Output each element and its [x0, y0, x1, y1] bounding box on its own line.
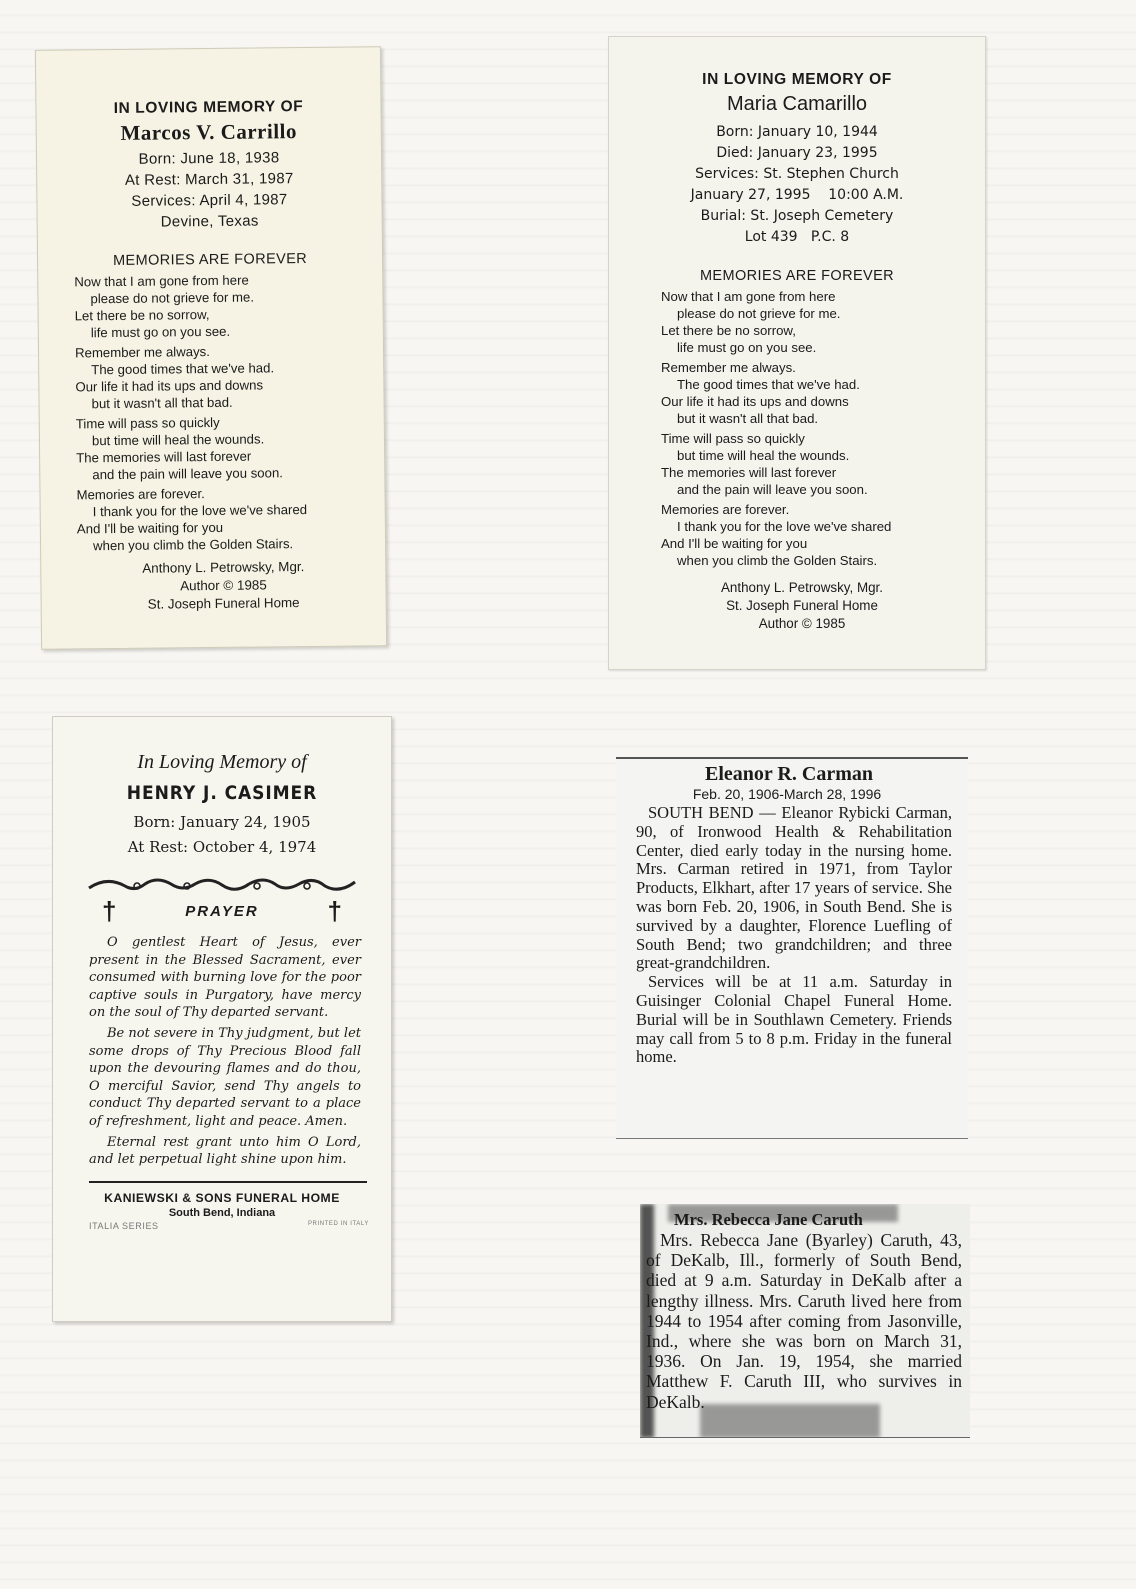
poem-line: please do not grieve for me.: [677, 306, 841, 321]
poem-line: The memories will last forever: [661, 465, 837, 480]
born-date: Born: June 18, 1938: [138, 149, 280, 168]
signature-line: St. Joseph Funeral Home: [147, 595, 300, 612]
poem-line: but time will heal the wounds.: [91, 431, 265, 449]
obituary-text: [646, 1230, 962, 1412]
prayer-header: [102, 898, 342, 924]
paragraph: Services will be at 11 a.m. Saturday in Guisinger Colonial Chapel Funeral Home. Burial will be in Southlawn Cemetery. Friends may call from 5 to 8 p.m. Friday in the funeral home.: [636, 972, 952, 1067]
poem-stanza: [76, 483, 385, 554]
poem-line: Remember me always.: [661, 360, 796, 375]
poem-line: Now that I am gone from here: [74, 272, 249, 290]
card-facts: [37, 146, 382, 234]
series-label: ITALIA SERIES: [89, 1220, 159, 1231]
card-heading: IN LOVING MEMORY OF: [702, 71, 892, 88]
poem-stanza: [661, 430, 985, 498]
burial: Burial: St. Joseph Cemetery: [700, 208, 894, 224]
signature: [41, 557, 386, 615]
poem: [38, 270, 385, 555]
poem-title: MEMORIES ARE FOREVER: [112, 250, 308, 270]
memorial-card-casimer: [52, 716, 392, 1322]
paragraph: Eternal rest grant unto him O Lord, and let perpetual light shine upon him.: [89, 1134, 361, 1168]
memorial-card-camarillo: [608, 36, 986, 670]
poem-line: And I'll be waiting for you: [661, 536, 808, 551]
cross-icon: †: [102, 896, 117, 926]
card-facts: [609, 122, 985, 248]
divider-line: [89, 1181, 367, 1183]
place: Devine, Texas: [160, 212, 259, 231]
poem-title: MEMORIES ARE FOREVER: [699, 268, 895, 284]
cross-icon: †: [327, 896, 342, 926]
poem-line: Memories are forever.: [661, 502, 790, 517]
poem-line: Let there be no sorrow,: [74, 307, 210, 324]
poem-line: And I'll be waiting for you: [76, 519, 224, 537]
card-heading: IN LOVING MEMORY OF: [113, 98, 304, 118]
rest-date: At Rest: March 31, 1987: [124, 170, 294, 189]
services-date: Services: April 4, 1987: [131, 191, 288, 210]
poem: [609, 288, 985, 569]
poem-line: Memories are forever.: [76, 486, 205, 503]
ornament-divider: [87, 874, 357, 896]
poem-line: but it wasn't all that bad.: [91, 394, 233, 412]
poem-line: Our life it had its ups and downs: [75, 377, 264, 395]
born-date: Born: January 24, 1905: [133, 813, 311, 831]
poem-line: Time will pass so quickly: [661, 431, 805, 446]
poem-line: The memories will last forever: [76, 448, 252, 466]
poem-line: I thank you for the love we've shared: [92, 502, 308, 520]
poem-line: and the pain will leave you soon.: [92, 465, 284, 483]
paragraph: Be not severe in Thy judgment, but let some drops of Thy Precious Blood fall upon the devouring flames and do thou, O merciful Savior, send Thy angels to conduct Thy departed servant to a place of refreshment, light and peace. Amen.: [89, 1025, 361, 1129]
printer-info: [53, 1219, 391, 1231]
signature-line: Author © 1985: [180, 577, 267, 594]
poem-stanza: [661, 288, 985, 356]
card-heading: In Loving Memory of: [137, 751, 307, 773]
prayer-text: [53, 934, 391, 1169]
funeral-home-city: South Bend, Indiana: [168, 1206, 276, 1219]
paragraph: SOUTH BEND — Eleanor Rybicki Carman, 90, of Ironwood Health & Rehabilitation Center, died early today in the nursing home. Mrs. Carman retired in 1971, from Taylor Products, Elkhart, after 17 years of service. She was born Feb. 20, 1906, in South Bend. She is survived by a daughter, Florence Luefling of South Bend; two grandchildren; and three great-grandchildren.: [636, 803, 952, 973]
obituary-name: Eleanor R. Carman: [705, 763, 873, 785]
signature-line: Anthony L. Petrowsky, Mgr.: [142, 559, 305, 576]
deceased-name: Marcos V. Carrillo: [120, 119, 298, 145]
poem-line: please do not grieve for me.: [90, 289, 255, 307]
service-time: January 27, 1995 10:00 A.M.: [690, 187, 904, 203]
rest-date: At Rest: October 4, 1974: [127, 838, 317, 856]
poem-line: life must go on you see.: [90, 323, 231, 341]
memorial-card-carrillo: [35, 46, 387, 650]
obituary-dates: Feb. 20, 1906-March 28, 1996: [692, 786, 882, 802]
poem-stanza: [661, 359, 985, 427]
printed-label: PRINTED IN ITALY: [307, 1220, 369, 1227]
poem-stanza: [76, 412, 385, 483]
signature-line: Author © 1985: [758, 616, 846, 631]
poem-line: Our life it had its ups and downs: [661, 394, 849, 409]
born-date: Born: January 10, 1944: [716, 124, 878, 140]
signature-line: Anthony L. Petrowsky, Mgr.: [721, 580, 883, 595]
services: Services: St. Stephen Church: [695, 166, 899, 182]
deceased-name: HENRY J. CASIMER: [126, 782, 318, 804]
prayer-title: PRAYER: [185, 902, 259, 920]
poem-line: but time will heal the wounds.: [677, 448, 850, 463]
funeral-home: KANIEWSKI & SONS FUNERAL HOME: [104, 1190, 340, 1205]
poem-stanza: [74, 270, 383, 341]
deceased-name: Maria Camarillo: [726, 93, 868, 115]
poem-line: The good times that we've had.: [677, 377, 860, 392]
signature: [609, 579, 985, 633]
obituary-carman: [616, 757, 968, 1139]
poem-line: Now that I am gone from here: [661, 289, 836, 304]
poem-line: Remember me always.: [74, 344, 210, 361]
signature-line: St. Joseph Funeral Home: [726, 598, 878, 613]
poem-line: but it wasn't all that bad.: [677, 411, 819, 426]
poem-line: when you climb the Golden Stairs.: [677, 553, 878, 568]
burial-lot: Lot 439 P.C. 8: [744, 229, 850, 245]
poem-line: Let there be no sorrow,: [661, 323, 796, 338]
obituary-caruth: [640, 1204, 970, 1438]
poem-stanza: [661, 501, 985, 569]
paragraph: Mrs. Rebecca Jane (Byarley) Caruth, 43, of DeKalb, Ill., formerly of South Bend, died at 9 a.m. Saturday in DeKalb after a lengthy illness. Mrs. Caruth lived here from 1944 to 1954 after coming from Jasonville, Ind., where she was born on March 31, 1936. On Jan. 19, 1954, she married Matthew F. Caruth III, who survives in DeKalb.: [646, 1230, 962, 1412]
poem-line: when you climb the Golden Stairs.: [92, 536, 294, 554]
poem-line: I thank you for the love we've shared: [677, 519, 892, 534]
died-date: Died: January 23, 1995: [716, 145, 878, 161]
poem-line: The good times that we've had.: [91, 360, 275, 378]
paragraph: O gentlest Heart of Jesus, ever present in the Blessed Sacrament, ever consumed with burning love for the poor captive souls in Purgatory, have mercy on the soul of Thy departed servant.: [89, 935, 361, 1021]
poem-line: and the pain will leave you soon.: [677, 482, 868, 497]
poem-line: life must go on you see.: [677, 340, 817, 355]
obituary-text: [636, 804, 952, 1067]
poem-stanza: [75, 341, 384, 412]
poem-line: Time will pass so quickly: [75, 414, 220, 432]
obituary-name: Mrs. Rebecca Jane Caruth: [674, 1210, 863, 1229]
card-facts: [53, 810, 391, 860]
